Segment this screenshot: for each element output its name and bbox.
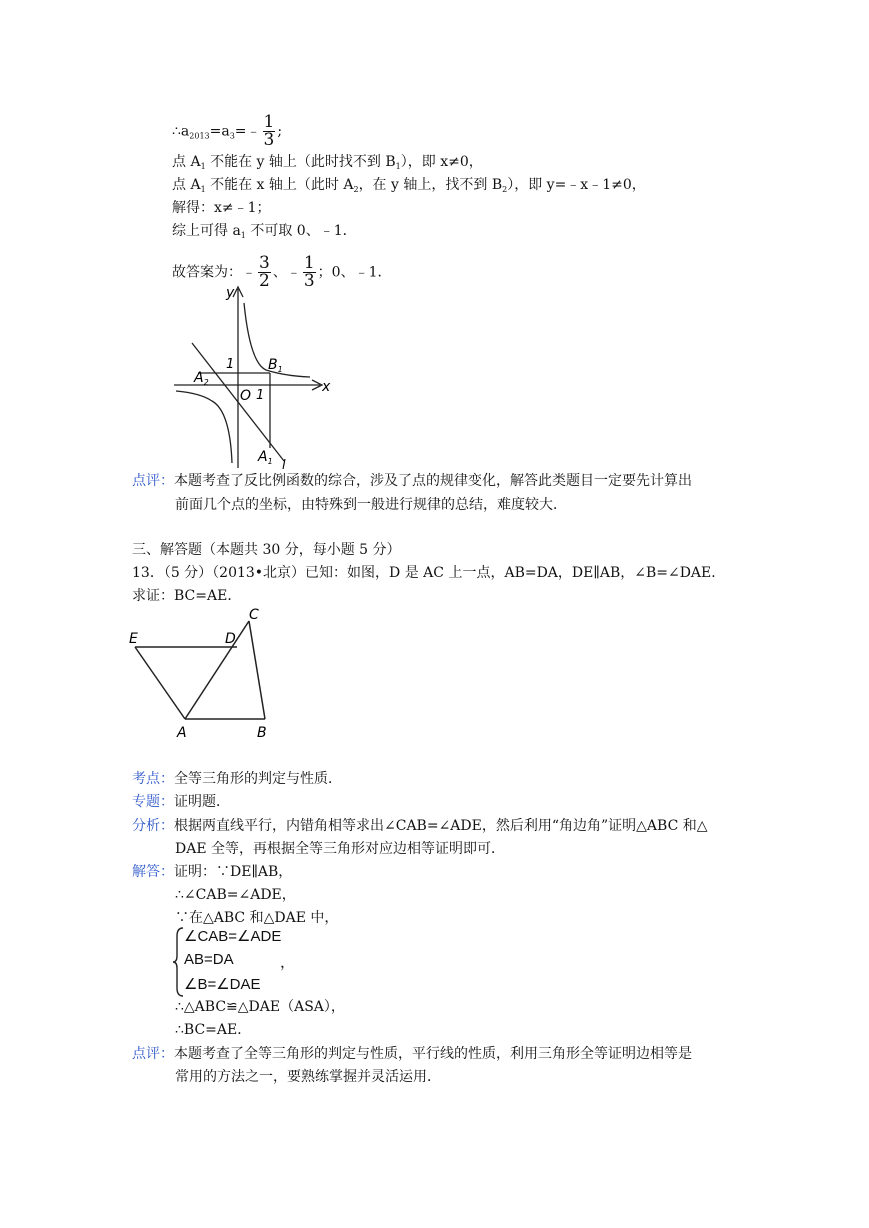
B1-label: $B_1$ — [268, 357, 283, 374]
label-E: E — [129, 631, 138, 647]
label-A: A — [177, 725, 187, 741]
hyperbola-figure — [170, 283, 340, 473]
answer-line-x-axis: 点 $A_1$ 不能在 x 轴上（此时 $A_2$，在 y 轴上，找不到 $B_2$），即 y=﹣x﹣1≠0， — [172, 177, 646, 194]
jieda-line-1: 解答：证明：∵DE∥AB， — [132, 864, 293, 880]
jieda-line-3: ∵在△ABC 和△DAE 中， — [175, 910, 339, 926]
segment-AC — [185, 621, 249, 719]
jieda-line-2: ∴∠CAB=∠ADE， — [175, 887, 296, 903]
zhuanti-label: 专题： — [132, 794, 174, 810]
zhuanti-line: 专题：证明题． — [132, 794, 230, 810]
comment-1-label: 点评： — [132, 473, 174, 489]
fenxi-label: 分析： — [132, 818, 174, 834]
system-comma: ， — [280, 954, 296, 971]
A1-label: $A_1$ — [258, 449, 273, 466]
question-13-line-1: 13．（5 分）（2013•北京）已知：如图，D 是 AC 上一点，AB=DA，DE∥AB，∠B=∠DAE． — [132, 565, 726, 581]
origin-label: O — [240, 388, 252, 404]
left-brace-icon — [172, 926, 184, 998]
comment-2-label: 点评： — [132, 1046, 174, 1062]
answer-line-conclusion: 综上可得 $a_1$ 不可取 0、﹣1． — [172, 223, 357, 240]
fraction-one-third: $\frac{1}{3}$ — [263, 112, 275, 150]
equation-system — [172, 926, 322, 998]
answer-line-solve: 解得：x≠﹣1； — [172, 200, 271, 216]
fenxi-line-1: 分析：根据两直线平行，内错角相等求出∠CAB=∠ADE，然后利用“角边角”证明△ABC 和△ — [132, 818, 708, 834]
one-x-label: 1 — [256, 388, 265, 403]
jieda-line-5: ∴BC=AE． — [175, 1022, 252, 1038]
label-B: B — [257, 725, 267, 741]
comment-2-line-2: 常用的方法之一，要熟练掌握并灵活运用． — [175, 1069, 441, 1085]
hyperbola-branch-lower — [176, 391, 232, 463]
answer-line-y-axis: 点 $A_1$ 不能在 y 轴上（此时找不到 $B_1$），即 x≠0， — [172, 154, 483, 171]
segment-EA — [135, 647, 185, 719]
kaodian-line: 考点：全等三角形的判定与性质． — [132, 771, 342, 787]
y-label: y — [226, 285, 235, 301]
question-13-line-2: 求证：BC=AE． — [132, 588, 242, 604]
one-y-label: 1 — [226, 357, 235, 372]
comment-1-line-2: 前面几个点的坐标，由特殊到一般进行规律的总结，难度较大． — [175, 497, 567, 513]
answer-line-final: 故答案为：﹣ $\frac{3}{2}$ 、﹣ $\frac{1}{3}$ ；0、﹣1． — [172, 253, 392, 291]
triangle-figure — [125, 603, 285, 743]
system-row-2: AB=DA — [184, 951, 234, 968]
system-row-3: ∠B=∠DAE — [184, 976, 261, 993]
A2-label: $A_2$ — [194, 370, 209, 387]
system-row-1: ∠CAB=∠ADE — [184, 928, 282, 945]
label-C: C — [249, 607, 259, 623]
jieda-line-4: ∴△ABC≌△DAE（ASA）， — [175, 999, 345, 1015]
kaodian-label: 考点： — [132, 771, 174, 787]
jieda-label: 解答： — [132, 864, 174, 880]
section-header: 三、解答题（本题共 30 分，每小题 5 分） — [132, 542, 401, 558]
l-label: l — [282, 458, 286, 473]
x-label: x — [322, 379, 331, 395]
answer-line-a2013: $\therefore a_{2013}=a_3=﹣$ $\frac{1}{3}$ ; — [172, 112, 283, 150]
comment-1-line-1: 点评：本题考查了反比例函数的综合，涉及了点的规律变化，解答此类题目一定要先计算出 — [132, 473, 692, 489]
fraction-one-third-b: $\frac{1}{3}$ — [303, 253, 315, 291]
fraction-three-halves: $\frac{3}{2}$ — [259, 253, 270, 291]
segment-CB — [249, 621, 265, 719]
label-D: D — [225, 631, 236, 647]
fenxi-line-2: DAE 全等，再根据全等三角形对应边相等证明即可． — [175, 841, 506, 857]
comment-2-line-1: 点评：本题考查了全等三角形的判定与性质，平行线的性质，利用三角形全等证明边相等是 — [132, 1046, 692, 1062]
